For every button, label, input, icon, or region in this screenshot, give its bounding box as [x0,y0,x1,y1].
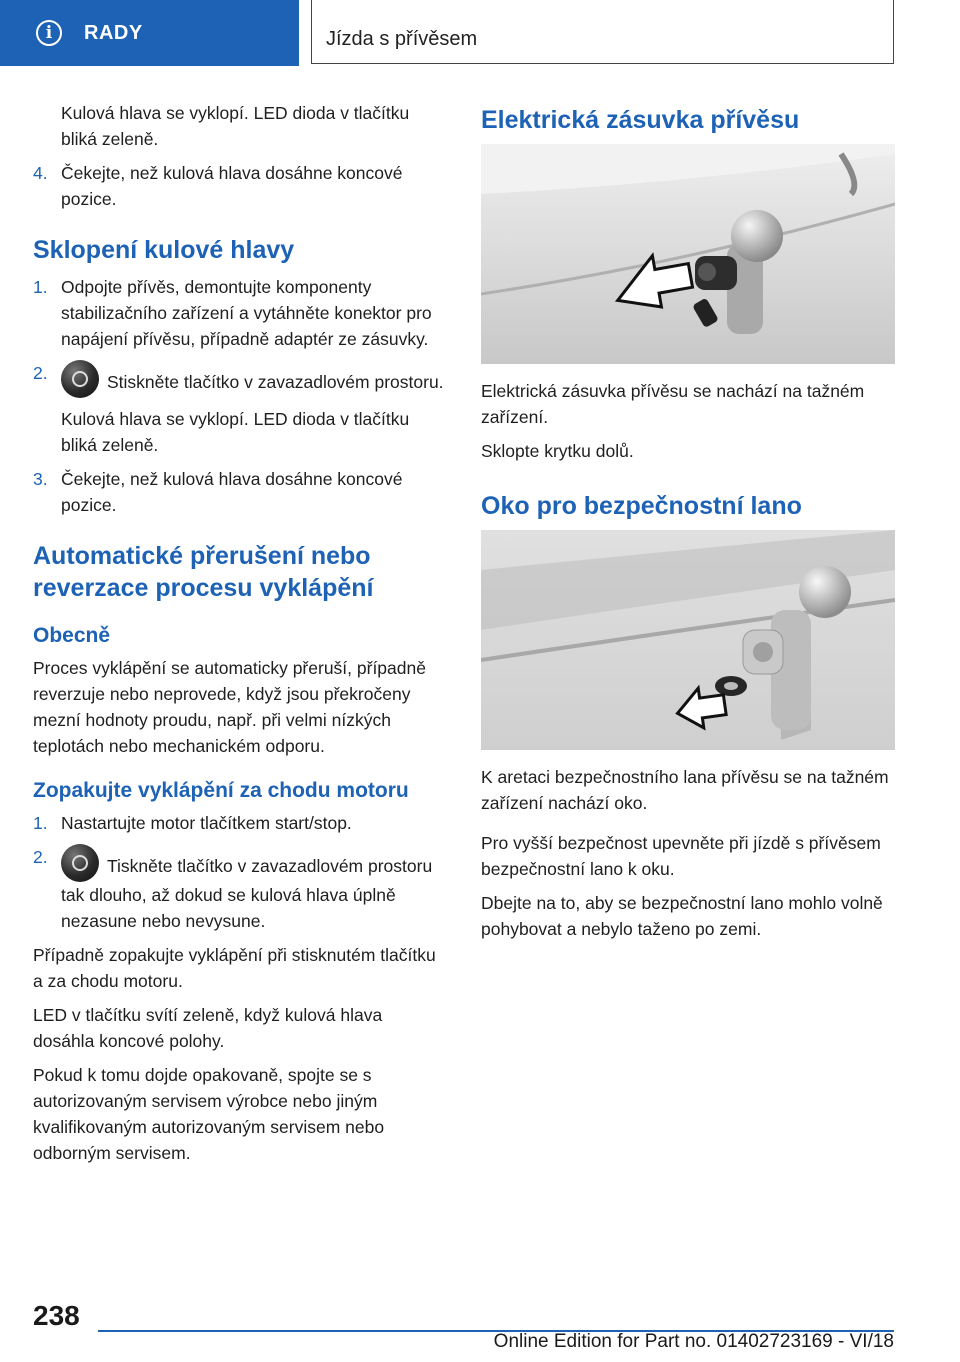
tow-button-icon [61,360,99,398]
list-text-content: Tiskněte tlačítko v zavazadlovém prostoru tak dlouho, až dokud se kulová hlava úplně nezasune nebo nevysune. [61,856,433,931]
list-text: Čekejte, než kulová hlava dosáhne koncové pozice. [61,163,403,209]
heading-fold: Sklopení kulové hlavy [33,236,295,264]
section-title: Jízda s přívěsem [326,28,478,50]
list-item [33,360,447,398]
list-item [33,160,447,212]
list-number: 4. [33,163,48,183]
tow-button-icon [61,844,99,882]
list-text-content: Stiskněte tlačítko v zavazadlovém prostoru. [107,372,444,392]
eye-text: Dbejte na to, aby se bezpečnostní lano mohlo volně pohybovat a nebylo taženo po zemi. [481,893,883,939]
list-item [33,844,447,934]
list-text: Čekejte, než kulová hlava dosáhne koncové pozice. [61,469,403,515]
right-column [481,100,895,950]
list-number: 2. [33,847,48,867]
footer-edition: Online Edition for Part no. 01402723169 - VI/18 [493,1331,894,1352]
heading-general: Obecně [33,624,111,647]
safety-eye-illustration [481,530,895,750]
list-number: 1. [33,813,48,833]
list-item [33,466,447,518]
repeat-paragraph: Pokud k tomu dojde opakovaně, spojte se s autorizovaným servisem výrobce nebo jiným kvalifikovaným autorizovaným servisem nebo odborným servisem. [33,1065,385,1163]
page-number: 238 [33,1300,80,1331]
heading-eye: Oko pro bezpečnostní lano [481,492,802,520]
list-text: Odpojte přívěs, demontujte komponenty stabilizačního zařízení a vytáhněte konektor pro napájení přívěsu, případně adaptér ze zásuvky. [61,277,432,349]
header-tab-label: RADY [84,21,143,44]
header-section [311,0,894,64]
heading-auto: Automatické přerušení nebo reverzace procesu vyklápění [33,542,374,602]
general-text: Proces vyklápění se automaticky přeruší, případně reverzuje nebo neprovede, když jsou překročeny mezní hodnoty proudu, např. při velmi nízkých teplotách nebo mechanickém odporu. [33,658,426,756]
list-text [61,360,444,398]
sub-text: Kulová hlava se vyklopí. LED dioda v tlačítku bliká zeleně. [61,409,410,455]
socket-text: Elektrická zásuvka přívěsu se nachází na tažném zařízení. [481,381,865,427]
list-number: 1. [33,277,48,297]
info-icon: i [36,20,62,46]
list-number: 2. [33,363,48,383]
list-number: 3. [33,469,48,489]
repeat-paragraph: Případně zopakujte vyklápění při stisknutém tlačítku a za chodu motoru. [33,945,436,991]
heading-socket: Elektrická zásuvka přívěsu [481,106,800,134]
socket-illustration [481,144,895,364]
list-item [33,274,447,352]
socket-text: Sklopte krytku dolů. [481,441,634,461]
list-text [61,844,447,934]
eye-text: K aretaci bezpečnostního lana přívěsu se na tažném zařízení nachází oko. [481,767,889,813]
repeat-paragraph: LED v tlačítku svítí zeleně, když kulová hlava dosáhla koncové polohy. [33,1005,383,1051]
list-item [33,810,447,836]
continuation-text: Kulová hlava se vyklopí. LED dioda v tlačítku bliká zeleně. [61,103,410,149]
header-tab[interactable] [0,0,299,66]
left-column [33,100,447,1174]
eye-text: Pro vyšší bezpečnost upevněte při jízdě s přívěsem bezpečnostní lano k oku. [481,833,881,879]
list-text: Nastartujte motor tlačítkem start/stop. [61,813,352,833]
heading-repeat: Zopakujte vyklápění za chodu motoru [33,779,409,802]
